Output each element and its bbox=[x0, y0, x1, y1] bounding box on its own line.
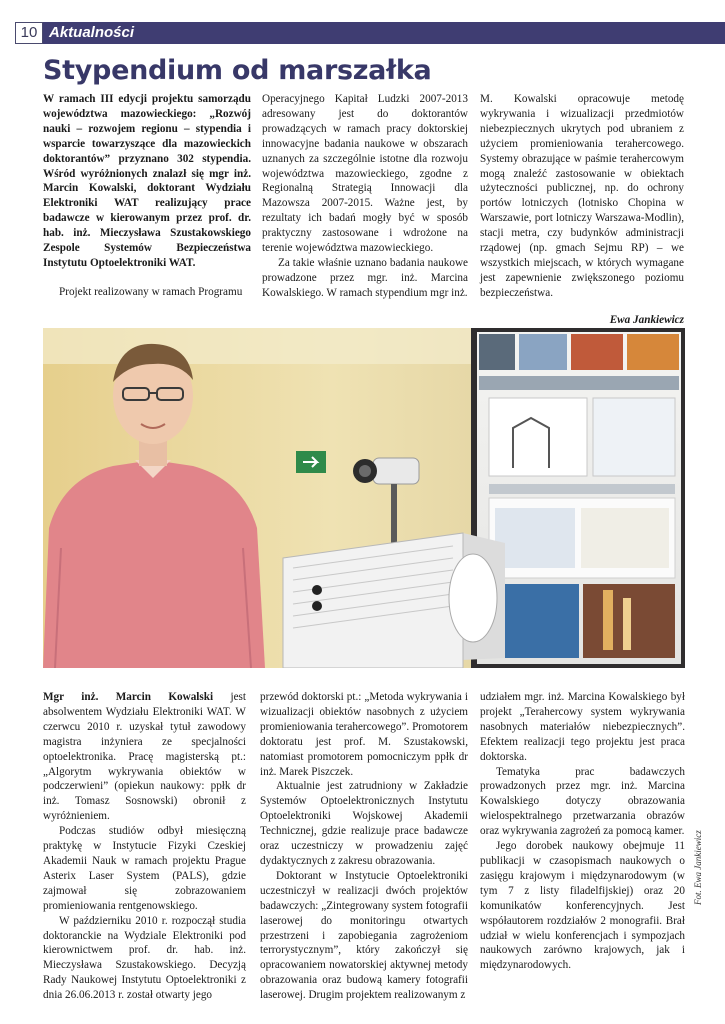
article-paragraph bbox=[262, 92, 468, 256]
camera bbox=[373, 458, 419, 484]
bio-paragraph: Tematyka prac badawczych prowadzonych przez mgr. inż. Marcina Kowalskiego dotyczy obrazowania wielospektralnego przetwarzania obrazów oraz wykrywania zagrożeń za pomocą kamer. bbox=[480, 765, 685, 838]
article-column-1 bbox=[43, 92, 251, 300]
article-title: Stypendium od marszałka bbox=[43, 55, 432, 86]
flow-text-1a: Projekt realizowany w ramach Programu bbox=[59, 285, 243, 298]
bio-paragraph bbox=[43, 690, 246, 824]
section-label: Aktualności bbox=[49, 24, 135, 41]
bflow-3b: przewód doktorski pt.: „Metoda wykrywania i wizualizacji obiektów nasobnych z użyciem promieniowania terahercowego”. Promotorem doktoratu jest prof. M. Szustakowski, natomiast promotorem pomocniczym ppłk dr inż. Marek Piszczek. bbox=[260, 691, 468, 778]
bio-paragraph bbox=[260, 869, 468, 1003]
photo-credit: Fot. Ewa Jankiewicz bbox=[693, 830, 703, 905]
article-photo bbox=[43, 328, 685, 668]
page-header bbox=[0, 22, 725, 44]
article-column-3 bbox=[480, 92, 684, 328]
photo-illustration bbox=[43, 328, 685, 668]
bio-paragraph: Jego dorobek naukowy obejmuje 11 publikacji w czasopismach naukowych o zasięgu krajowym i międzynarodowym (w tym 7 z listy filadelfijskiej) oraz 20 komunikatów konferencyjnych. Jest współautorem rozdziałów 2 monografii. Brał udział w wielu konferencjach i sympozjach naukowych zarówno krajowych, jak i międzynarodowych. bbox=[480, 840, 685, 972]
bflow-5b: udziałem mgr. inż. Marcina Kowalskiego był projekt „Terahercowy system wykrywania nasobnych materiałów niebezpiecznych”. Efektem realizacji tego projektu jest praca doktorska. bbox=[480, 691, 685, 763]
bio-paragraph bbox=[43, 914, 246, 1003]
bflow-5a: Doktorant w Instytucie Optoelektroniki uczestniczył w realizacji dwóch projektów badawczych: „Zintegrowany system fotografii laserowej do monitoringu otwartych przestrzeni i zapobiegania zagrożeniom terrorystycznym”, który zakończył się opracowaniem nowatorskiej aktywnej metody obrazowania oraz budową kamery fotografii laserowej. Drugim projektem realizowanym z bbox=[260, 869, 468, 1002]
flow-text-2b: M. Kowalski opracowuje metodę wykrywania i wizualizacji przedmiotów niebezpiecznych ukrytych pod ubraniem z użyciem promieniowania terahercowego. Systemy obrazujące w paśmie terahercowym mogą znaleźć zastosowanie w obiektach użyteczności publicznej, np. do ochrony portów lotniczych (lotnisko Chopina w Warszawie, port lotniczy Warszawa-Modlin), stacji metra, czy budynków administracji rządowej (np. gmach Sejmu RP) – we wszystkich miejscach, w których wymagane jest zapewnienie zwiększonego poziomu bezpieczeństwa. bbox=[480, 93, 684, 299]
article-paragraph bbox=[480, 92, 684, 301]
bio-paragraph: Aktualnie jest zatrudniony w Zakładzie Systemów Optoelektronicznych Instytutu Optoelektroniki Wojskowej Akademii Technicznej, gdzie realizuje prace badawcze oraz uczestniczy w prowadzeniu zajęć dydaktycznych z zakresu obrazowania. bbox=[260, 780, 468, 867]
bio-paragraph: Podczas studiów odbył miesięczną praktykę w Instytucie Fizyki Czeskiej Akademii Nauk w ramach projektu Prague Asterix Laser System (PALS), gdzie zajmował się zobrazowaniem promieniowania rentgenowskiego. bbox=[43, 825, 246, 912]
page-number: 10 bbox=[15, 22, 43, 44]
flow-text-1b: Operacyjnego Kapitał Ludzki 2007-2013 adresowany jest do doktorantów prowadzących w ramach pracy doktorskiej innowacyjne badania naukowe w obszarach uznanych za szczególnie istotne dla rozwoju województwa mazowieckiego, zgodne z Regionalną Strategią Innowacji dla Mazowsza 2007-2015. Ważne jest, by rezultaty ich badań mogły być w sposób praktyczny zastosowane i wdrożone na terenie województwa mazowieckiego. bbox=[262, 93, 468, 255]
device-aperture bbox=[449, 554, 497, 642]
article-paragraph bbox=[43, 285, 251, 300]
section-band bbox=[43, 22, 725, 44]
bio-paragraph bbox=[260, 690, 468, 779]
bflow-3a: W październiku 2010 r. rozpoczął studia doktoranckie na Wydziale Elektroniki pod kierownictwem prof. dr. hab. inż. Mieczysława Szustakowskiego. Decyzją Rady Naukowej Instytutu Optoelektroniki z dnia 26.06.2013 r. został otwarty jego bbox=[43, 914, 246, 1002]
article-lead: W ramach III edycji projektu samorządu województwa mazowieckiego: „Rozwój nauki – rozwojem regionu – stypendia i wsparcie towarzyszące dla mazowieckich doktorantów” przyznano 302 stypendia. Wśród wyróżnionych znalazł się mgr inż. Marcin Kowalski, doktorant Wydziału Elektroniki WAT realizujący prace badawcze w kierowanym przez prof. dr. hab. inż. Mieczysława Szustakowskiego Zespole Systemów Bezpieczeństwa Instytutu Optoelektroniki WAT. bbox=[43, 93, 251, 269]
bio-text-1: jest absolwentem Wydziału Elektroniki WAT. W czerwcu 2010 r. uzyskał tytuł zawodowy magistra inżyniera ze specjalności optoelektronika. Pracę magisterską pt.: „Algorytm wykrywania obiektów w podczerwieni” (opiekun naukowy: ppłk dr inż. Tomasz Sosnowski) obronił z wyróżnieniem. bbox=[43, 691, 246, 823]
person-shirt bbox=[43, 460, 265, 668]
flow-text-2a: Za takie właśnie uznano badania naukowe prowadzone przez mgr. inż. Marcina Kowalskiego. W ramach stypendium mgr inż. bbox=[262, 256, 468, 299]
article-author: Ewa Jankiewicz bbox=[609, 313, 684, 326]
article-paragraph bbox=[262, 256, 468, 301]
article-column-2 bbox=[262, 92, 468, 301]
bio-column-1 bbox=[43, 690, 246, 1003]
bio-column-2 bbox=[260, 690, 468, 1003]
bio-name: Mgr inż. Marcin Kowalski bbox=[43, 691, 214, 703]
bio-paragraph bbox=[480, 690, 685, 765]
bio-column-3 bbox=[480, 690, 685, 973]
